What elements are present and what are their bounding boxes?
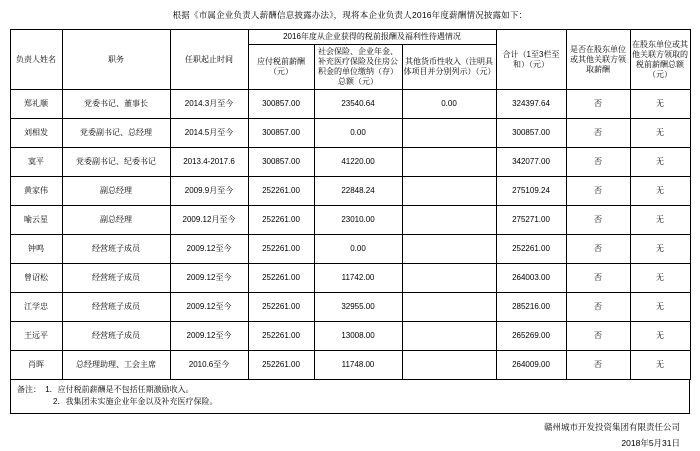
cell-other bbox=[402, 119, 496, 148]
cell-pay: 252261.00 bbox=[248, 264, 314, 293]
cell-insurance: 11748.00 bbox=[314, 351, 402, 380]
cell-holding: 否 bbox=[566, 293, 630, 322]
table-header-row-top bbox=[10, 30, 690, 45]
cell-total: 264009.00 bbox=[496, 351, 566, 380]
cell-term: 2009.12月至今 bbox=[170, 206, 248, 235]
cell-pay: 252261.00 bbox=[248, 293, 314, 322]
cell-stock: 无 bbox=[630, 235, 690, 264]
cell-total: 285216.00 bbox=[496, 293, 566, 322]
cell-pay: 252261.00 bbox=[248, 206, 314, 235]
cell-name: 刘相发 bbox=[10, 119, 62, 148]
cell-other bbox=[402, 351, 496, 380]
cell-total: 265269.00 bbox=[496, 322, 566, 351]
cell-insurance: 0.00 bbox=[314, 235, 402, 264]
table-row bbox=[10, 177, 690, 206]
cell-pay: 252261.00 bbox=[248, 322, 314, 351]
company-name: 赣州城市开发投资集团有限责任公司 bbox=[543, 422, 680, 433]
header-total: 合计（1至3栏至和）（元） bbox=[496, 30, 566, 90]
cell-title: 副总经理 bbox=[62, 177, 170, 206]
signature-block bbox=[0, 414, 700, 451]
cell-holding: 否 bbox=[566, 206, 630, 235]
cell-title: 经营班子成员 bbox=[62, 235, 170, 264]
cell-title: 经营班子成员 bbox=[62, 293, 170, 322]
cell-holding: 否 bbox=[566, 90, 630, 119]
cell-holding: 否 bbox=[566, 351, 630, 380]
cell-name: 江学忠 bbox=[10, 293, 62, 322]
cell-total: 300857.00 bbox=[496, 119, 566, 148]
cell-stock: 无 bbox=[630, 293, 690, 322]
header-name: 负责人姓名 bbox=[10, 30, 62, 90]
cell-name: 黄家伟 bbox=[10, 177, 62, 206]
cell-pay: 300857.00 bbox=[248, 90, 314, 119]
cell-holding: 否 bbox=[566, 148, 630, 177]
cell-total: 342077.00 bbox=[496, 148, 566, 177]
cell-stock: 无 bbox=[630, 206, 690, 235]
header-insurance: 社会保险、企业年金、补充医疗保险及住房公积金的单位缴纳（存）总额（元） bbox=[314, 45, 402, 90]
note-item-1: 1．应付税前薪酬是不包括任期激励收入。 bbox=[45, 385, 194, 395]
cell-title: 党委副书记、纪委书记 bbox=[62, 148, 170, 177]
header-title: 职务 bbox=[62, 30, 170, 90]
table-row bbox=[10, 148, 690, 177]
cell-name: 寞平 bbox=[10, 148, 62, 177]
cell-term: 2009.12至今 bbox=[170, 235, 248, 264]
table-row bbox=[10, 322, 690, 351]
cell-other bbox=[402, 235, 496, 264]
cell-name: 曾诏松 bbox=[10, 264, 62, 293]
cell-insurance: 23010.00 bbox=[314, 206, 402, 235]
cell-title: 总经理助理、工会主席 bbox=[62, 351, 170, 380]
cell-stock: 无 bbox=[630, 148, 690, 177]
cell-pay: 252261.00 bbox=[248, 235, 314, 264]
cell-insurance: 41220.00 bbox=[314, 148, 402, 177]
table-row bbox=[10, 351, 690, 380]
table-row bbox=[10, 90, 690, 119]
cell-insurance: 22848.24 bbox=[314, 177, 402, 206]
table-row bbox=[10, 119, 690, 148]
cell-term: 2009.9月至今 bbox=[170, 177, 248, 206]
cell-other: 0.00 bbox=[402, 90, 496, 119]
cell-holding: 否 bbox=[566, 264, 630, 293]
cell-stock: 无 bbox=[630, 351, 690, 380]
cell-insurance: 11742.00 bbox=[314, 264, 402, 293]
cell-name: 王远平 bbox=[10, 322, 62, 351]
compensation-table bbox=[10, 29, 691, 380]
cell-holding: 否 bbox=[566, 119, 630, 148]
table-row bbox=[10, 264, 690, 293]
cell-title: 党委副书记、总经理 bbox=[62, 119, 170, 148]
cell-total: 252261.00 bbox=[496, 235, 566, 264]
cell-name: 郑礼顺 bbox=[10, 90, 62, 119]
cell-pay: 300857.00 bbox=[248, 148, 314, 177]
cell-pay: 300857.00 bbox=[248, 119, 314, 148]
cell-stock: 无 bbox=[630, 119, 690, 148]
signature-date: 2018年5月31日 bbox=[621, 437, 680, 448]
cell-total: 264003.00 bbox=[496, 264, 566, 293]
header-other: 其他货币性收入（注明具体项目并分别列示）（元） bbox=[402, 45, 496, 90]
cell-total: 324397.64 bbox=[496, 90, 566, 119]
cell-term: 2009.12至今 bbox=[170, 264, 248, 293]
cell-holding: 否 bbox=[566, 322, 630, 351]
cell-other bbox=[402, 264, 496, 293]
cell-title: 经营班子成员 bbox=[62, 264, 170, 293]
cell-stock: 无 bbox=[630, 264, 690, 293]
table-row bbox=[10, 293, 690, 322]
cell-pay: 252261.00 bbox=[248, 177, 314, 206]
cell-title: 副总经理 bbox=[62, 206, 170, 235]
table-row bbox=[10, 235, 690, 264]
cell-name: 钟鸣 bbox=[10, 235, 62, 264]
header-holding: 是否在股东单位或其他关联方领取薪酬 bbox=[566, 30, 630, 90]
cell-total: 275109.24 bbox=[496, 177, 566, 206]
cell-insurance: 23540.64 bbox=[314, 90, 402, 119]
cell-holding: 否 bbox=[566, 177, 630, 206]
document-intro: 根据《市属企业负责人薪酬信息披露办法》，现将本企业负责人2016年度薪酬情况披露如下： bbox=[172, 10, 528, 20]
cell-term: 2009.12至今 bbox=[170, 293, 248, 322]
header-stock: 在股东单位或其他关联方领取的税前薪酬总额（元） bbox=[630, 30, 690, 90]
notes-label: 备注： bbox=[17, 385, 41, 395]
cell-stock: 无 bbox=[630, 177, 690, 206]
cell-insurance: 13008.00 bbox=[314, 322, 402, 351]
cell-stock: 无 bbox=[630, 322, 690, 351]
cell-insurance: 32955.00 bbox=[314, 293, 402, 322]
cell-other bbox=[402, 148, 496, 177]
header-pay: 应付税前薪酬（元） bbox=[248, 45, 314, 90]
cell-term: 2010.6至今 bbox=[170, 351, 248, 380]
notes-section bbox=[10, 380, 690, 414]
cell-term: 2013.4-2017.6 bbox=[170, 148, 248, 177]
cell-term: 2014.5月至今 bbox=[170, 119, 248, 148]
cell-other bbox=[402, 206, 496, 235]
header-term: 任职起止时间 bbox=[170, 30, 248, 90]
header-compensation-group: 2016年度从企业获得的税前报酬及福利性待遇情况 bbox=[248, 30, 496, 45]
cell-title: 党委书记、董事长 bbox=[62, 90, 170, 119]
cell-holding: 否 bbox=[566, 235, 630, 264]
cell-insurance: 0.00 bbox=[314, 119, 402, 148]
cell-name: 肖晖 bbox=[10, 351, 62, 380]
cell-term: 2014.3月至今 bbox=[170, 90, 248, 119]
cell-term: 2009.12至今 bbox=[170, 322, 248, 351]
table-row bbox=[10, 206, 690, 235]
cell-total: 275271.00 bbox=[496, 206, 566, 235]
cell-other bbox=[402, 177, 496, 206]
note-item-2: 2．我集团未实施企业年金以及补充医疗保险。 bbox=[53, 396, 218, 406]
cell-name: 喻云星 bbox=[10, 206, 62, 235]
cell-other bbox=[402, 322, 496, 351]
cell-pay: 252261.00 bbox=[248, 351, 314, 380]
cell-title: 经营班子成员 bbox=[62, 322, 170, 351]
cell-other bbox=[402, 293, 496, 322]
cell-stock: 无 bbox=[630, 90, 690, 119]
